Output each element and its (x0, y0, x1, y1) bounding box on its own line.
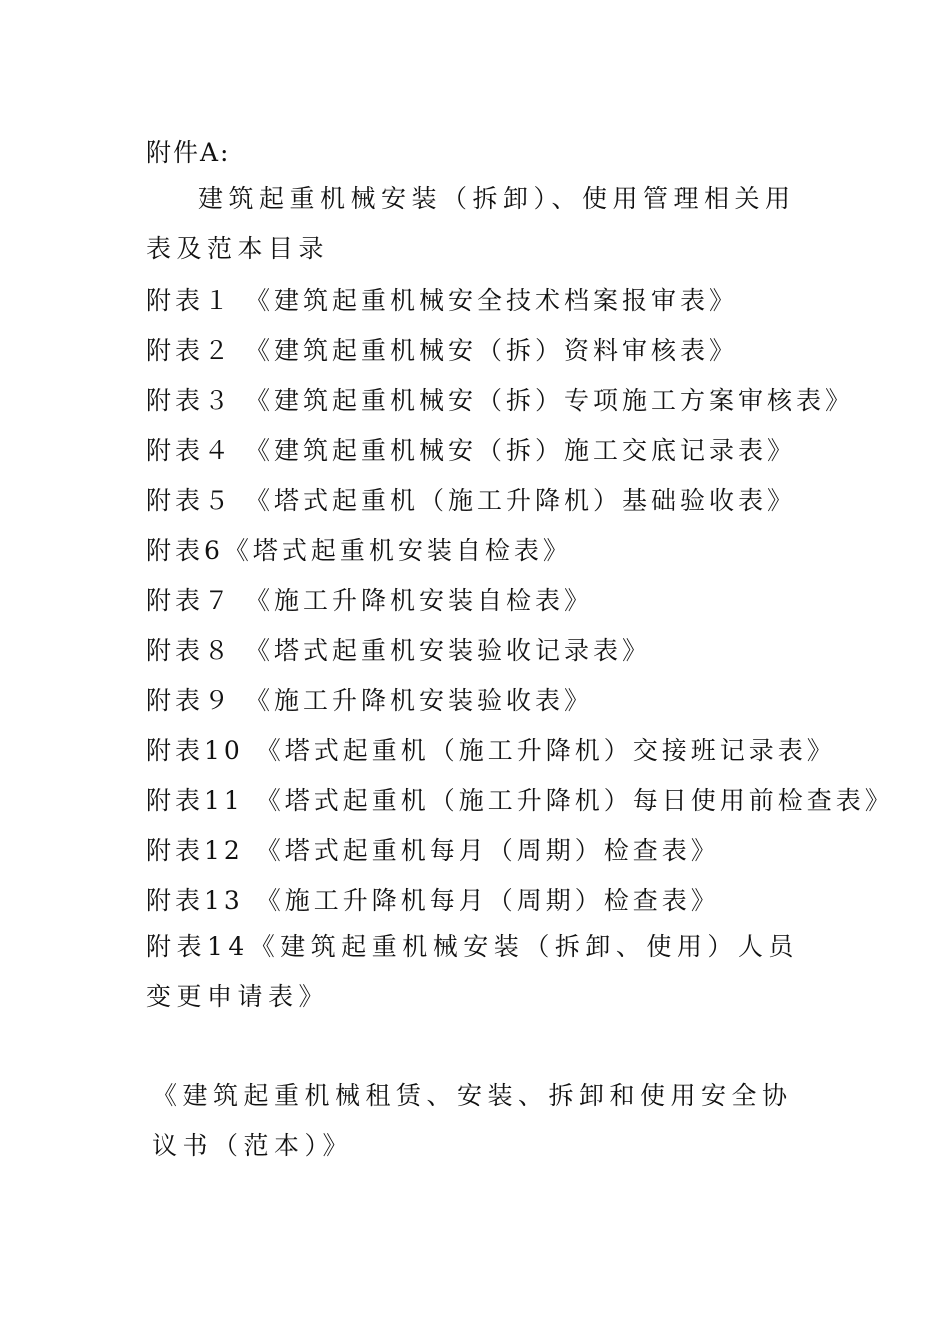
appendix-table-item: 附表７ 《施工升降机安装自检表》 (146, 586, 593, 615)
sample-agreement-title: 《建筑起重机械租赁、安装、拆卸和使用安全协议书（范本）》 (152, 1081, 793, 1160)
appendix-table-item: 附表10 《塔式起重机（施工升降机）交接班记录表》 (146, 736, 836, 765)
appendix-table-item: 附表13 《施工升降机每月（周期）检查表》 (146, 886, 720, 915)
appendix-table-item: 附表11 《塔式起重机（施工升降机）每日使用前检查表》 (146, 786, 894, 815)
appendix-table-item: 附表５ 《塔式起重机（施工升降机）基础验收表》 (146, 486, 796, 515)
appendix-table-item: 附表１ 《建筑起重机械安全技术档案报审表》 (146, 286, 738, 315)
appendix-table-item: 附表８ 《塔式起重机安装验收记录表》 (146, 636, 651, 665)
appendix-table-item: 附表４ 《建筑起重机械安（拆）施工交底记录表》 (146, 436, 796, 465)
attachment-label: 附件A: (146, 138, 231, 167)
appendix-table-item: 附表6《塔式起重机安装自检表》 (146, 536, 572, 565)
appendix-table-item: 附表14《建筑起重机械安装（拆卸、使用）人员变更申请表》 (146, 932, 799, 1011)
document-title: 建筑起重机械安装（拆卸）、使用管理相关用表及范本目录 (146, 184, 796, 263)
appendix-table-item: 附表９ 《施工升降机安装验收表》 (146, 686, 593, 715)
appendix-table-item: 附表２ 《建筑起重机械安（拆）资料审核表》 (146, 336, 738, 365)
appendix-table-item: 附表３ 《建筑起重机械安（拆）专项施工方案审核表》 (146, 386, 854, 415)
appendix-table-item: 附表12 《塔式起重机每月（周期）检查表》 (146, 836, 720, 865)
